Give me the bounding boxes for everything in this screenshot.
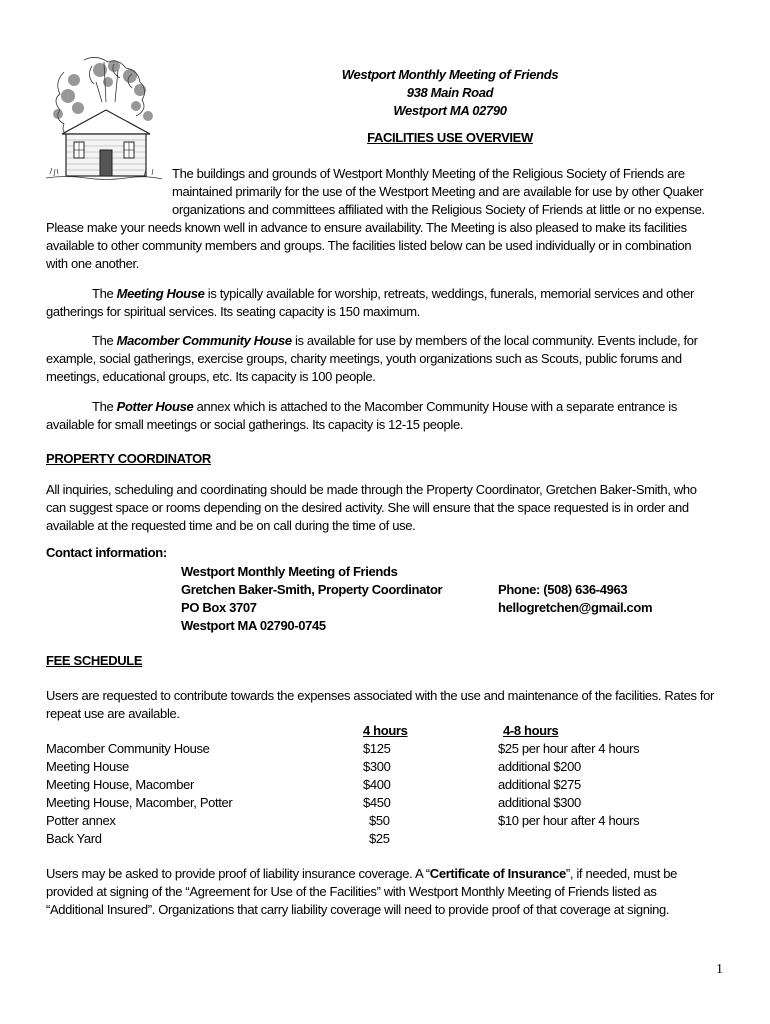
- intro-line: maintained primarily for the use of the Westport Meeting and are available for use by other Quaker: [172, 184, 704, 199]
- fee-row-name: Back Yard: [46, 831, 102, 846]
- fee-row-48h: additional $200: [498, 759, 581, 774]
- coordinator-paragraph: All inquiries, scheduling and coordinating should be made through the Property Coordinator, Gretchen Baker-Smith, who can suggest space or rooms depending on the desired activity. She will ensure that the space requested is in order and available at the requested time and be on call during the time of use.: [46, 482, 697, 533]
- fee-row-4h: $300: [363, 759, 391, 774]
- street-address: 938 Main Road: [406, 85, 494, 100]
- fee-heading: FEE SCHEDULE: [46, 653, 143, 668]
- meeting-house-sketch-icon: [44, 52, 164, 182]
- fee-row-4h: $25: [369, 831, 390, 846]
- potter-paragraph: The Potter House annex which is attached to the Macomber Community House with a separate entrance is available for small meetings or social gatherings. Its capacity is 12-15 people.: [46, 399, 677, 432]
- meeting-house-name: Meeting House: [116, 286, 205, 301]
- intro-line: Please make your needs known well in advance to ensure availability. The Meeting is also pleased to make its facilities: [46, 220, 687, 235]
- fee-row-name: Meeting House: [46, 759, 129, 774]
- col-4-8-hours-header: 4-8 hours: [503, 723, 559, 738]
- insurance-paragraph: Users may be asked to provide proof of liability insurance coverage. A “Certificate of Insurance”, if needed, must be provided at signing of the “Agreement for Use of the Facilities” with Westport Monthly Meeting of Friends listed as “Additional Insured”. Organizations that carry liability coverage will need to provide proof of that coverage at signing.: [46, 866, 678, 917]
- intro-line: with one another.: [46, 256, 140, 271]
- fee-row-name: Meeting House, Macomber: [46, 777, 195, 792]
- fee-intro: Users are requested to contribute towards the expenses associated with the use and maintenance of the facilities. Rates for repeat use are available.: [46, 688, 715, 721]
- contact-person: Gretchen Baker-Smith, Property Coordinator: [181, 582, 443, 597]
- contact-org: Westport Monthly Meeting of Friends: [181, 564, 398, 579]
- contact-city: Westport MA 02790-0745: [181, 618, 326, 633]
- contact-label: Contact information:: [46, 545, 167, 560]
- potter-name: Potter House: [116, 399, 194, 414]
- page-title: FACILITIES USE OVERVIEW: [367, 130, 533, 145]
- fee-row-4h: $450: [363, 795, 391, 810]
- contact-phone: Phone: (508) 636-4963: [498, 582, 628, 597]
- certificate-of-insurance: Certificate of Insurance: [429, 866, 566, 881]
- macomber-name: Macomber Community House: [116, 333, 292, 348]
- col-4-hours-header: 4 hours: [363, 723, 408, 738]
- fee-row-4h: $400: [363, 777, 391, 792]
- fee-row-name: Potter annex: [46, 813, 116, 828]
- fee-row-name: Meeting House, Macomber, Potter: [46, 795, 233, 810]
- org-name-heading: Westport Monthly Meeting of Friends: [341, 67, 559, 82]
- intro-line: organizations and committees affiliated with the Religious Society of Friends at little or no expense.: [172, 202, 705, 217]
- coordinator-heading: PROPERTY COORDINATOR: [46, 451, 211, 466]
- fee-row-48h: $25 per hour after 4 hours: [498, 741, 640, 756]
- macomber-paragraph: The Macomber Community House is available for use by members of the local community. Events include, for example, social gatherings, exercise groups, charity meetings, youth organizations such as Scouts, public forums and meetings, educational groups, etc. Its capacity is 100 people.: [46, 333, 698, 384]
- fee-row-name: Macomber Community House: [46, 741, 210, 756]
- contact-po-box: PO Box 3707: [181, 600, 257, 615]
- page-number: 1: [716, 962, 723, 977]
- contact-email[interactable]: hellogretchen@gmail.com: [498, 600, 653, 615]
- intro-line: available to other community members and groups. The facilities listed below can be used individually or in combination: [46, 238, 692, 253]
- fee-row-4h: $50: [369, 813, 390, 828]
- intro-line: The buildings and grounds of Westport Monthly Meeting of the Religious Society of Friends are: [172, 166, 685, 181]
- fee-row-48h: additional $300: [498, 795, 581, 810]
- fee-row-4h: $125: [363, 741, 391, 756]
- fee-row-48h: additional $275: [498, 777, 581, 792]
- meeting-house-paragraph: The Meeting House is typically available for worship, retreats, weddings, funerals, memorial services and other gatherings for spiritual services. Its seating capacity is 150 maximum.: [46, 286, 695, 319]
- city-address: Westport MA 02790: [393, 103, 507, 118]
- fee-row-48h: $10 per hour after 4 hours: [498, 813, 640, 828]
